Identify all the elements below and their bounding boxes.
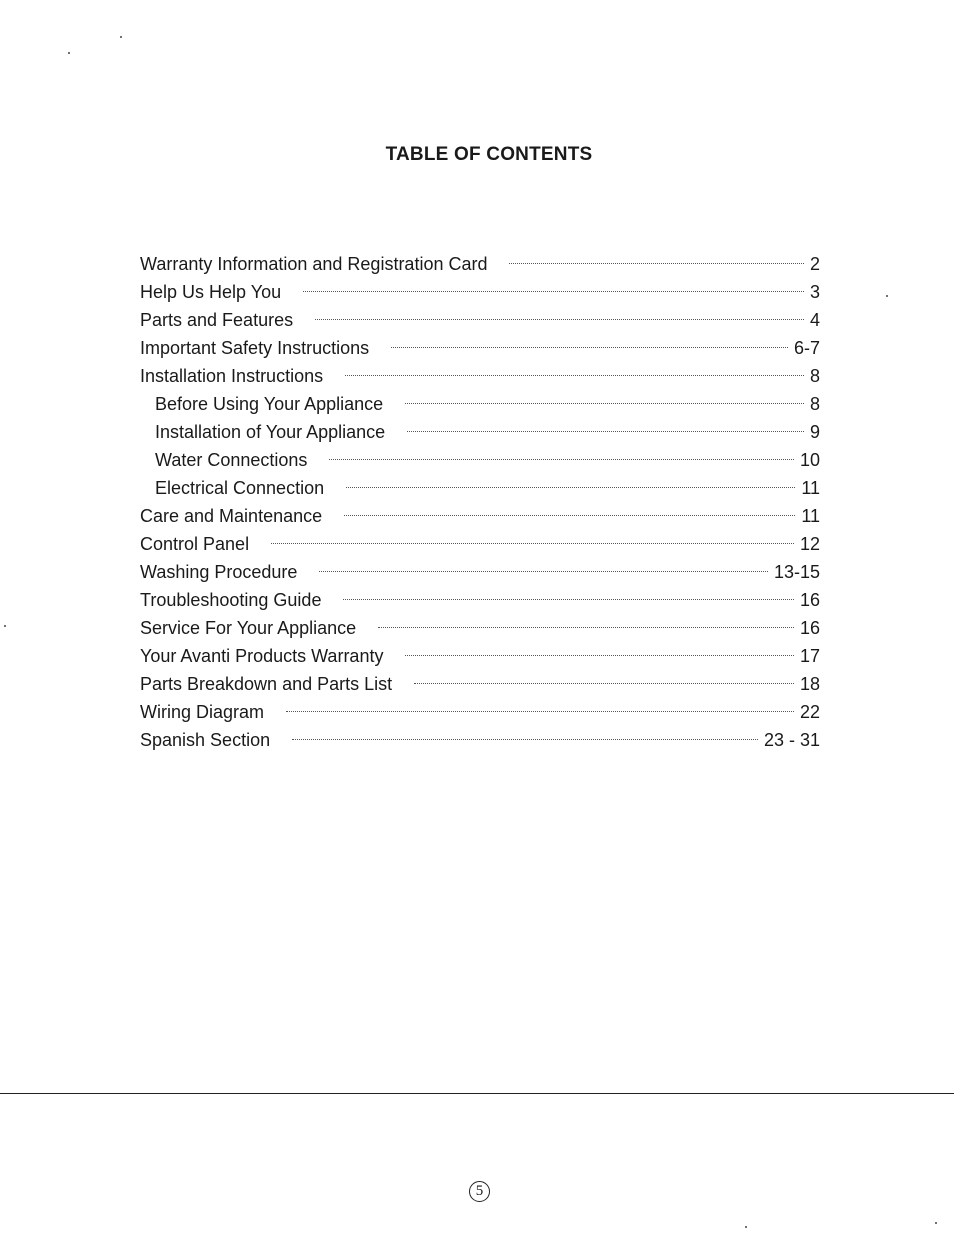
page-number: 5 (469, 1181, 490, 1202)
toc-entry (140, 670, 820, 698)
toc-entry-label: Washing Procedure (140, 562, 298, 582)
scan-speck (68, 52, 70, 54)
toc-entry (140, 306, 820, 334)
toc-entry-page: 22 (799, 702, 820, 722)
toc-leader-dots (509, 263, 804, 264)
toc-leader-dots (391, 347, 788, 348)
toc-entry-label: Service For Your Appliance (140, 618, 357, 638)
scan-speck (745, 1226, 747, 1228)
toc-entry-page: 13-15 (773, 562, 820, 582)
toc-entry-label: Care and Maintenance (140, 506, 323, 526)
toc-entry (140, 250, 820, 278)
toc-leader-dots (346, 487, 795, 488)
toc-entry-label: Electrical Connection (155, 478, 325, 498)
toc-entry-label: Before Using Your Appliance (155, 394, 384, 414)
toc-entry-label: Spanish Section (140, 730, 271, 750)
toc-leader-dots (292, 739, 758, 740)
toc-leader-dots (405, 655, 794, 656)
toc-entry (140, 474, 820, 502)
toc-entry-page: 11 (801, 506, 820, 526)
toc-entry (140, 642, 820, 670)
toc-entry-label: Water Connections (155, 450, 308, 470)
toc-entry-label: Installation of Your Appliance (155, 422, 386, 442)
toc-entry (140, 530, 820, 558)
toc-entry-page: 18 (799, 674, 820, 694)
toc-leader-dots (344, 515, 795, 516)
toc-entry (140, 502, 820, 530)
toc-entry-label: Control Panel (140, 534, 250, 554)
toc-entry-label: Wiring Diagram (140, 702, 265, 722)
toc-leader-dots (345, 375, 804, 376)
toc-leader-dots (319, 571, 768, 572)
toc-leader-dots (343, 599, 794, 600)
toc-entry (140, 586, 820, 614)
toc-entry-page: 3 (809, 282, 820, 302)
toc-entry (140, 278, 820, 306)
toc-leader-dots (303, 291, 804, 292)
footer-divider (0, 1093, 954, 1094)
toc-entry-page: 6-7 (793, 338, 820, 358)
toc-entry (140, 390, 820, 418)
toc-entry (140, 726, 820, 754)
toc-entry-label: Parts and Features (140, 310, 294, 330)
page-title: TABLE OF CONTENTS (385, 144, 593, 165)
toc-entry-label: Troubleshooting Guide (140, 590, 322, 610)
toc-entry-page: 8 (809, 394, 820, 414)
toc-entry-label: Help Us Help You (140, 282, 282, 302)
toc-entry-page: 23 - 31 (763, 730, 820, 750)
toc-leader-dots (271, 543, 794, 544)
toc-entry (140, 334, 820, 362)
toc-leader-dots (405, 403, 804, 404)
scan-speck (886, 295, 888, 297)
scan-speck (935, 1222, 937, 1224)
toc-entry (140, 558, 820, 586)
toc-entry-label: Your Avanti Products Warranty (140, 646, 384, 666)
toc-entry (140, 418, 820, 446)
toc-entry-page: 8 (809, 366, 820, 386)
toc-entry (140, 446, 820, 474)
table-of-contents (140, 250, 820, 754)
toc-entry-label: Important Safety Instructions (140, 338, 370, 358)
toc-entry-label: Parts Breakdown and Parts List (140, 674, 393, 694)
toc-entry-page: 9 (809, 422, 820, 442)
toc-entry (140, 614, 820, 642)
toc-entry (140, 362, 820, 390)
toc-entry-page: 12 (799, 534, 820, 554)
toc-entry-label: Warranty Information and Registration Card (140, 254, 488, 274)
toc-entry-page: 2 (809, 254, 820, 274)
toc-entry-page: 16 (799, 590, 820, 610)
toc-leader-dots (286, 711, 794, 712)
scan-speck (4, 625, 6, 627)
toc-entry-page: 4 (809, 310, 820, 330)
toc-entry-page: 17 (799, 646, 820, 666)
toc-leader-dots (407, 431, 804, 432)
toc-entry-page: 10 (799, 450, 820, 470)
toc-leader-dots (414, 683, 794, 684)
toc-leader-dots (329, 459, 794, 460)
toc-leader-dots (315, 319, 804, 320)
scan-speck (120, 36, 122, 38)
toc-entry-label: Installation Instructions (140, 366, 324, 386)
toc-entry-page: 11 (801, 478, 820, 498)
toc-entry (140, 698, 820, 726)
toc-entry-page: 16 (799, 618, 820, 638)
toc-leader-dots (378, 627, 794, 628)
